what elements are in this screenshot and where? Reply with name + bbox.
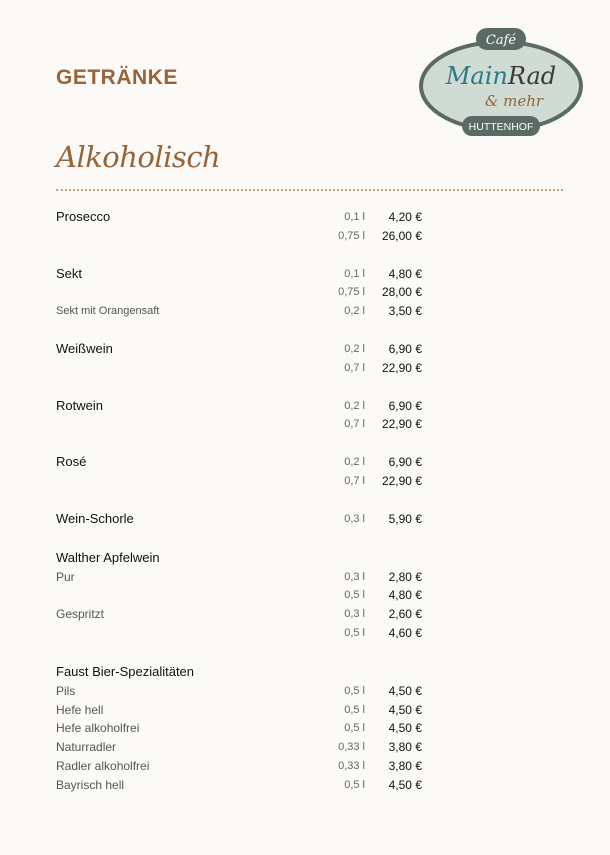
item-size: 0,2 l — [344, 399, 365, 412]
menu-row — [56, 605, 426, 624]
item-size: 0,3 l — [344, 608, 365, 621]
menu-row — [56, 757, 426, 776]
item-price: 3,80 € — [388, 758, 422, 773]
menu-row — [56, 208, 426, 227]
item-size: 0,75 l — [338, 229, 365, 242]
logo-bottom-text: HUTTENHOF — [468, 121, 534, 133]
menu-row — [56, 227, 426, 246]
svg-text:MainRad — [445, 62, 556, 90]
menu-row — [56, 397, 426, 416]
group-title: Walther Apfelwein — [56, 549, 160, 565]
item-price: 4,50 € — [388, 683, 422, 698]
item-price: 4,80 € — [388, 266, 422, 281]
dotted-divider — [56, 189, 563, 191]
item-size: 0,7 l — [344, 474, 365, 487]
menu-row — [56, 415, 426, 434]
item-size: 0,7 l — [344, 418, 365, 431]
item-price: 22,90 € — [381, 473, 422, 488]
item-name: Rosé — [56, 454, 87, 470]
item-name: Wein-Schorle — [56, 510, 134, 526]
menu-row — [56, 738, 426, 757]
item-size: 0,5 l — [344, 589, 365, 602]
menu-row — [56, 701, 426, 720]
menu-row — [56, 624, 426, 643]
item-size: 0,3 l — [344, 512, 365, 525]
menu-row — [56, 283, 426, 302]
item-price: 4,60 € — [388, 625, 422, 640]
item-name: Radler alkoholfrei — [56, 758, 150, 773]
logo-main-a: Main — [445, 62, 508, 90]
item-price: 2,80 € — [388, 569, 422, 584]
item-price: 26,00 € — [381, 228, 422, 243]
item-name: Hefe hell — [56, 702, 104, 717]
item-name: Prosecco — [56, 209, 111, 224]
item-name: Weißwein — [56, 340, 113, 356]
item-price: 4,50 € — [388, 721, 422, 736]
page-title: GETRÄNKE — [56, 66, 178, 89]
menu-row — [56, 453, 426, 472]
item-price: 4,20 € — [388, 210, 422, 224]
menu-group — [56, 265, 426, 321]
menu-row — [56, 302, 426, 321]
item-size: 0,5 l — [344, 778, 365, 791]
item-price: 28,00 € — [381, 285, 422, 300]
item-name: Sekt mit Orangensaft — [56, 305, 160, 318]
item-price: 6,90 € — [388, 455, 422, 470]
item-price: 4,50 € — [388, 777, 422, 792]
item-size: 0,2 l — [344, 456, 365, 469]
menu-row — [56, 510, 426, 529]
item-name: Bayrisch hell — [56, 777, 125, 792]
item-size: 0,1 l — [344, 267, 365, 280]
item-name: Sekt — [56, 265, 83, 281]
menu-group — [56, 548, 426, 643]
item-name: Hefe alkoholfrei — [56, 721, 140, 736]
item-size: 0,5 l — [344, 626, 365, 639]
item-price: 4,50 € — [388, 702, 422, 717]
logo-top-text: Café — [485, 33, 517, 48]
menu-row — [56, 719, 426, 738]
menu-group — [56, 662, 426, 795]
menu-row — [56, 776, 426, 795]
item-price: 6,90 € — [388, 341, 422, 356]
item-name: Naturradler — [56, 740, 117, 755]
item-name: Pur — [56, 569, 75, 584]
item-price: 3,50 € — [388, 304, 422, 319]
section-title: Alkoholisch — [56, 140, 221, 174]
item-size: 0,1 l — [344, 211, 365, 223]
logo-sub-text: & mehr — [484, 92, 544, 110]
menu-row — [56, 265, 426, 284]
item-name: Gespritzt — [56, 607, 105, 622]
menu-group — [56, 397, 426, 435]
drinks-menu — [56, 208, 426, 814]
item-size: 0,5 l — [344, 722, 365, 735]
menu-row — [56, 568, 426, 587]
menu-group — [56, 510, 426, 529]
item-size: 0,2 l — [344, 342, 365, 355]
item-size: 0,33 l — [338, 741, 365, 754]
menu-group — [56, 340, 426, 378]
menu-row — [56, 340, 426, 359]
menu-group — [56, 208, 426, 246]
item-size: 0,2 l — [344, 305, 365, 318]
item-size: 0,3 l — [344, 570, 365, 583]
item-size: 0,7 l — [344, 361, 365, 374]
item-price: 5,90 € — [388, 511, 422, 526]
item-price: 3,80 € — [388, 740, 422, 755]
logo-main-b: Rad — [507, 62, 557, 90]
item-name: Pils — [56, 683, 76, 698]
item-price: 4,80 € — [388, 588, 422, 603]
item-size: 0,5 l — [344, 684, 365, 697]
item-price: 22,90 € — [381, 417, 422, 432]
menu-row — [56, 682, 426, 701]
cafe-logo — [418, 26, 584, 140]
group-title: Faust Bier-Spezialitäten — [56, 663, 195, 679]
item-price: 2,60 € — [388, 607, 422, 622]
item-price: 22,90 € — [381, 360, 422, 375]
menu-row — [56, 359, 426, 378]
item-name: Rotwein — [56, 397, 103, 413]
item-size: 0,75 l — [338, 286, 365, 299]
menu-row — [56, 586, 426, 605]
item-price: 6,90 € — [388, 398, 422, 413]
item-size: 0,5 l — [344, 703, 365, 716]
item-size: 0,33 l — [338, 759, 365, 772]
menu-row — [56, 472, 426, 491]
menu-group — [56, 453, 426, 491]
